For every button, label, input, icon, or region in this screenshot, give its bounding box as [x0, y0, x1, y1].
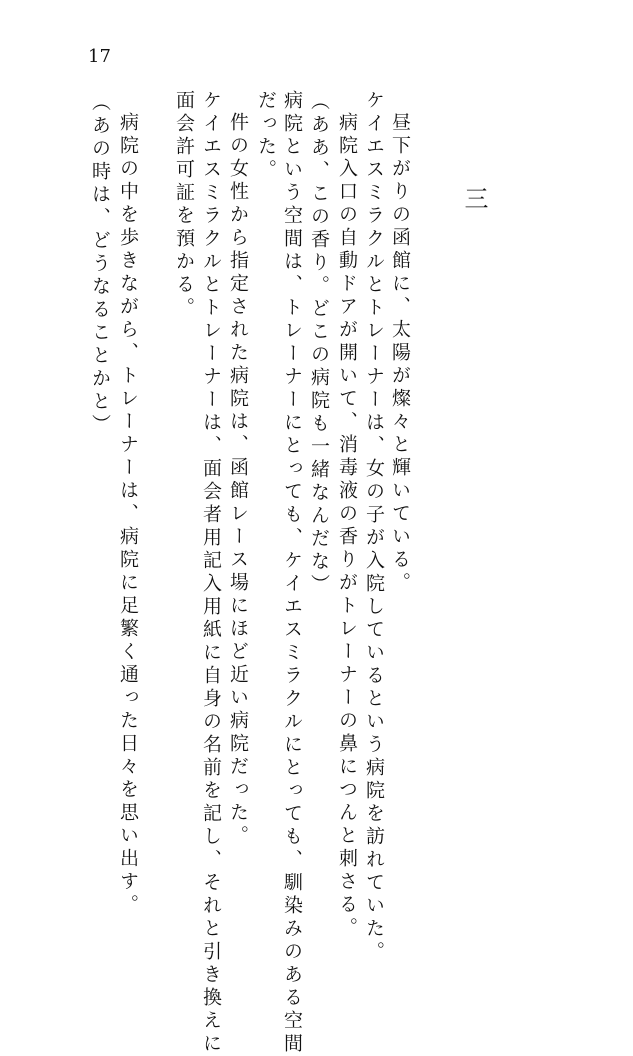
text-line: 昼下がりの函館に、太陽が燦々と輝いている。 — [389, 112, 411, 595]
text-line: 病院の中を歩きながら、トレーナーは、病院に足繁く通った日々を思い出す。 — [117, 112, 139, 917]
chapter-heading: 三 — [460, 186, 488, 210]
text-line: （あの時は、どうなることかと） — [89, 92, 111, 437]
text-line: ケイエスミラクルとトレーナーは、女の子が入院しているという病院を訪れていた。 — [363, 90, 385, 964]
text-line: ケイエスミラクルとトレーナーは、面会者用記入用紙に自身の名前を記し、それと引き換えに — [200, 90, 222, 1056]
text-line: 病院入口の自動ドアが開いて、消毒液の香りがトレーナーの鼻につんと刺さる。 — [336, 112, 358, 940]
text-line: 面会許可証を預かる。 — [173, 90, 195, 320]
text-line: だった。 — [255, 90, 277, 182]
page-number: 17 — [88, 46, 111, 67]
text-line: 病院という空間は、トレーナーにとっても、ケイエスミラクルにとっても、馴染みのある空間 — [281, 90, 303, 1056]
text-line: （ああ、この香り。どこの病院も一緒なんだな） — [308, 91, 330, 597]
text-line: 件の女性から指定された病院は、函館レース場にほど近い病院だった。 — [227, 112, 249, 848]
